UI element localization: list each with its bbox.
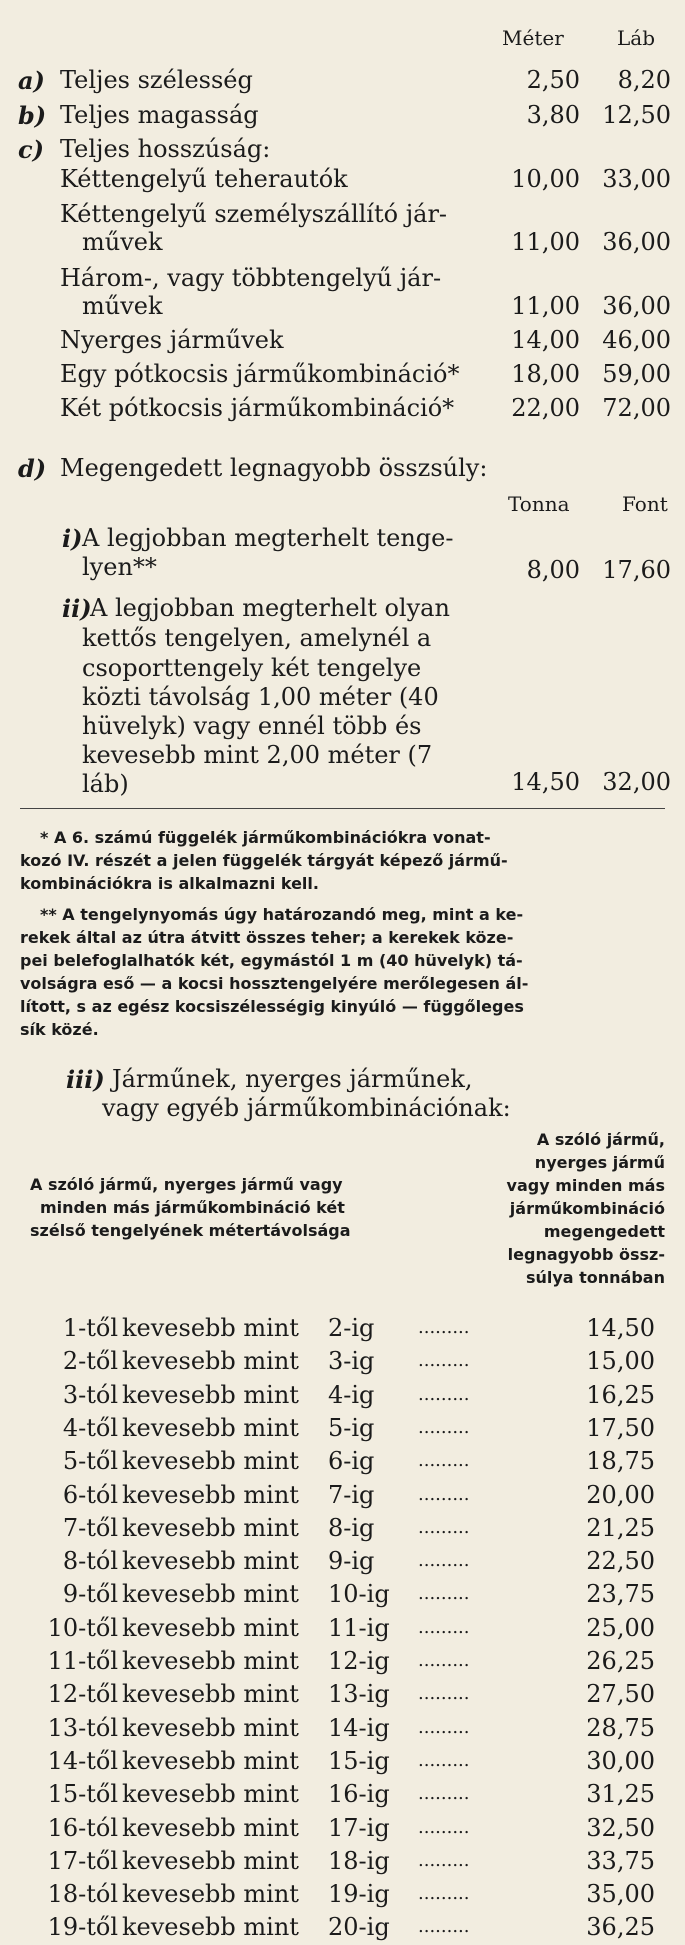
row-value: 16,25 [586, 1380, 655, 1409]
row-from: 15-től [47, 1780, 118, 1809]
row-from: 8-tól [62, 1547, 118, 1576]
length-meter: 22,00 [511, 394, 580, 422]
row-from: 4-től [62, 1413, 118, 1442]
row-value: 30,00 [586, 1746, 655, 1775]
row-leader: ......... [418, 1849, 470, 1871]
length-label: művek [82, 228, 163, 256]
row-leader: ......... [418, 1550, 470, 1572]
header-line: megengedett [543, 1222, 665, 1241]
table-row [0, 1510, 685, 1546]
footnote-line: lított, s az egész kocsiszélességig kinyúló — függőleges [20, 997, 524, 1016]
dim-prefix: b) [18, 101, 47, 130]
table-row [0, 1610, 685, 1646]
row-connector: kevesebb mint [122, 1480, 299, 1509]
row-leader: ......... [418, 1350, 470, 1372]
row-leader: ......... [418, 1916, 470, 1938]
length-lab: 36,00 [602, 292, 671, 320]
length-label: Kéttengelyű teherautók [60, 165, 348, 193]
row-leader: ......... [418, 1683, 470, 1705]
row-leader: ......... [418, 1317, 470, 1338]
row-connector: kevesebb mint [122, 1647, 299, 1675]
row-connector: kevesebb mint [122, 1613, 299, 1642]
row-to: 5-ig [328, 1413, 375, 1442]
row-leader: ......... [418, 1650, 470, 1671]
row-connector: kevesebb mint [122, 1547, 299, 1576]
row-to: 4-ig [328, 1380, 375, 1409]
length-meter: 10,00 [511, 165, 580, 193]
item-ii-line: csoporttengely két tengelye [82, 654, 422, 682]
row-to: 20-ig [328, 1913, 390, 1942]
header-line: legnagyobb össz- [507, 1245, 665, 1264]
header-line: nyerges jármű [534, 1153, 665, 1172]
table-row [0, 1643, 685, 1679]
row-from: 12-től [47, 1680, 118, 1709]
row-leader: ......... [418, 1783, 470, 1805]
item-ii-line: hüvelyk) vagy ennél több és [82, 712, 422, 740]
row-leader: ......... [418, 1816, 470, 1838]
table-row [0, 1543, 685, 1579]
footnote-line: ** A tengelynyomás úgy határozandó meg, mint a ke- [40, 905, 524, 924]
row-value: 35,00 [586, 1880, 655, 1909]
table-row [0, 1443, 685, 1479]
row-to: 10-ig [328, 1580, 390, 1609]
col-header-lab: Láb [617, 26, 656, 50]
row-to: 14-ig [328, 1713, 390, 1742]
table-row [0, 1776, 685, 1812]
row-leader: ......... [418, 1516, 470, 1538]
row-from: 6-tól [62, 1480, 118, 1509]
row-connector: kevesebb mint [122, 1680, 299, 1709]
row-connector: kevesebb mint [122, 1780, 299, 1809]
header-line: minden más járműkombináció két [40, 1198, 345, 1217]
item-ii-line: kettős tengelyen, amelynél a [82, 624, 432, 652]
table-row [0, 1310, 685, 1346]
table-row [0, 1743, 685, 1779]
header-line: vagy minden más [506, 1176, 665, 1195]
row-to: 2-ig [328, 1314, 375, 1342]
length-label: Egy pótkocsis járműkombináció* [60, 360, 460, 388]
footnote-line: * A 6. számú függelék járműkombinációkra vonat- [40, 828, 491, 847]
dim-meter: 2,50 [526, 66, 580, 94]
length-lab: 36,00 [602, 228, 671, 256]
length-label: Kéttengelyű személyszállító jár- [60, 200, 448, 228]
row-value: 31,25 [586, 1780, 655, 1809]
row-value: 15,00 [586, 1347, 655, 1376]
row-from: 18-tól [47, 1880, 118, 1909]
row-connector: kevesebb mint [122, 1380, 299, 1409]
row-connector: kevesebb mint [122, 1580, 299, 1609]
dim-prefix: c) [18, 135, 44, 164]
length-lab: 59,00 [602, 360, 671, 388]
row-from: 3-tól [62, 1380, 118, 1409]
row-to: 16-ig [328, 1780, 390, 1809]
table-row [0, 1710, 685, 1746]
row-from: 9-től [62, 1580, 118, 1609]
row-value: 33,75 [586, 1846, 655, 1875]
row-value: 21,25 [586, 1513, 655, 1542]
item-ii-line: közti távolság 1,00 méter (40 [82, 683, 439, 711]
table-row [0, 1676, 685, 1712]
row-connector: kevesebb mint [122, 1347, 299, 1376]
header-line: A szóló jármű, [536, 1130, 665, 1149]
row-value: 32,50 [586, 1813, 655, 1842]
row-leader: ......... [418, 1383, 470, 1405]
row-to: 9-ig [328, 1547, 375, 1576]
table-row [0, 1477, 685, 1513]
row-value: 28,75 [586, 1713, 655, 1742]
row-connector: kevesebb mint [122, 1513, 299, 1542]
row-leader: ......... [418, 1749, 470, 1771]
length-label: Nyerges járművek [60, 326, 284, 354]
row-to: 12-ig [328, 1647, 390, 1675]
row-from: 19-től [47, 1913, 118, 1942]
row-leader: ......... [418, 1883, 470, 1905]
row-value: 27,50 [586, 1680, 655, 1709]
row-value: 36,25 [586, 1913, 655, 1942]
dim-lab: 12,50 [602, 101, 671, 129]
header-line: járműkombináció [509, 1199, 665, 1218]
footnote-line: pei belefoglalhatók két, egymástól 1 m (40 hüvelyk) tá- [20, 951, 523, 970]
section-d-prefix: d) [18, 454, 47, 483]
row-value: 25,00 [586, 1613, 655, 1642]
row-to: 19-ig [328, 1880, 390, 1909]
row-to: 7-ig [328, 1480, 375, 1509]
table-row [0, 1909, 685, 1945]
item-ii-font: 32,00 [602, 768, 671, 796]
length-lab: 46,00 [602, 326, 671, 354]
row-leader: ......... [418, 1716, 470, 1738]
row-value: 14,50 [586, 1314, 655, 1342]
col-header-font: Font [622, 492, 668, 516]
row-to: 15-ig [328, 1746, 390, 1775]
row-leader: ......... [418, 1583, 470, 1605]
table-row [0, 1810, 685, 1846]
item-ii-line: láb) [82, 770, 129, 798]
row-value: 20,00 [586, 1480, 655, 1509]
header-line: szélső tengelyének métertávolsága [30, 1221, 351, 1240]
footnote-line: kozó IV. részét a jelen függelék tárgyát képező jármű- [20, 851, 508, 870]
table-row [0, 1377, 685, 1413]
row-to: 8-ig [328, 1513, 375, 1542]
row-to: 11-ig [328, 1613, 390, 1642]
item-iii-line: vagy egyéb járműkombinációnak: [102, 1094, 511, 1122]
item-ii-tonna: 14,50 [511, 768, 580, 796]
row-connector: kevesebb mint [122, 1447, 299, 1476]
row-value: 18,75 [586, 1447, 655, 1476]
row-connector: kevesebb mint [122, 1713, 299, 1742]
row-value: 26,25 [586, 1647, 655, 1675]
item-ii-line: A legjobban megterhelt olyan [90, 594, 450, 622]
row-from: 7-től [62, 1513, 118, 1542]
header-line: A szóló jármű, nyerges jármű vagy [30, 1175, 343, 1194]
dim-lab: 8,20 [617, 66, 671, 94]
length-meter: 14,00 [511, 326, 580, 354]
dim-label: Teljes magasság [60, 101, 259, 129]
dim-meter: 3,80 [526, 101, 580, 129]
footnote-line: volságra eső — a kocsi hossztengelyére merőlegesen ál- [20, 974, 529, 993]
row-to: 18-ig [328, 1846, 390, 1875]
divider [20, 808, 665, 809]
row-connector: kevesebb mint [122, 1846, 299, 1875]
section-d-title: Megengedett legnagyobb összsúly: [60, 454, 488, 482]
row-from: 2-től [62, 1347, 118, 1376]
footnote-line: sík közé. [20, 1020, 99, 1039]
row-value: 22,50 [586, 1547, 655, 1576]
item-iii-line: Járműnek, nyerges járműnek, [112, 1065, 473, 1093]
row-from: 10-től [47, 1613, 118, 1642]
row-from: 11-től [47, 1647, 118, 1675]
row-from: 5-től [62, 1447, 118, 1476]
row-leader: ......... [418, 1616, 470, 1638]
col-header-tonna: Tonna [508, 492, 570, 516]
row-from: 14-től [47, 1746, 118, 1775]
row-from: 1-től [62, 1314, 118, 1342]
row-from: 16-tól [47, 1813, 118, 1842]
dim-label: Teljes hosszúság: [60, 135, 271, 163]
item-i-line: lyen** [82, 553, 157, 581]
item-ii-prefix: ii) [62, 594, 92, 623]
length-lab: 33,00 [602, 165, 671, 193]
table-row [0, 1410, 685, 1446]
table-row [0, 1576, 685, 1612]
row-connector: kevesebb mint [122, 1746, 299, 1775]
table-row [0, 1843, 685, 1879]
row-connector: kevesebb mint [122, 1413, 299, 1442]
row-to: 13-ig [328, 1680, 390, 1709]
item-i-prefix: i) [62, 524, 83, 553]
item-i-tonna: 8,00 [526, 556, 580, 584]
length-label: művek [82, 292, 163, 320]
header-line: súlya tonnában [525, 1268, 665, 1287]
length-label: Két pótkocsis járműkombináció* [60, 394, 455, 422]
table-row [0, 1343, 685, 1379]
row-to: 6-ig [328, 1447, 375, 1476]
row-connector: kevesebb mint [122, 1314, 299, 1342]
row-value: 17,50 [586, 1413, 655, 1442]
row-connector: kevesebb mint [122, 1813, 299, 1842]
length-meter: 11,00 [511, 228, 580, 256]
row-from: 13-tól [47, 1713, 118, 1742]
row-to: 3-ig [328, 1347, 375, 1376]
col-header-meter: Méter [502, 26, 564, 50]
row-leader: ......... [418, 1416, 470, 1438]
length-meter: 11,00 [511, 292, 580, 320]
row-from: 17-től [47, 1846, 118, 1875]
length-lab: 72,00 [602, 394, 671, 422]
row-connector: kevesebb mint [122, 1913, 299, 1942]
dim-label: Teljes szélesség [60, 66, 253, 94]
footnote-line: rekek által az útra átvitt összes teher; a kerekek köze- [20, 928, 514, 947]
item-ii-line: kevesebb mint 2,00 méter (7 [82, 741, 433, 769]
dim-prefix: a) [18, 66, 45, 95]
table-row [0, 1876, 685, 1912]
row-leader: ......... [418, 1483, 470, 1505]
length-label: Három-, vagy többtengelyű jár- [60, 264, 442, 292]
length-meter: 18,00 [511, 360, 580, 388]
item-i-font: 17,60 [602, 556, 671, 584]
row-to: 17-ig [328, 1813, 390, 1842]
item-iii-prefix: iii) [66, 1065, 105, 1094]
row-value: 23,75 [586, 1580, 655, 1609]
row-connector: kevesebb mint [122, 1880, 299, 1909]
item-i-line: A legjobban megterhelt tenge- [82, 524, 454, 552]
row-leader: ......... [418, 1450, 470, 1472]
footnote-line: kombinációkra is alkalmazni kell. [20, 874, 319, 893]
